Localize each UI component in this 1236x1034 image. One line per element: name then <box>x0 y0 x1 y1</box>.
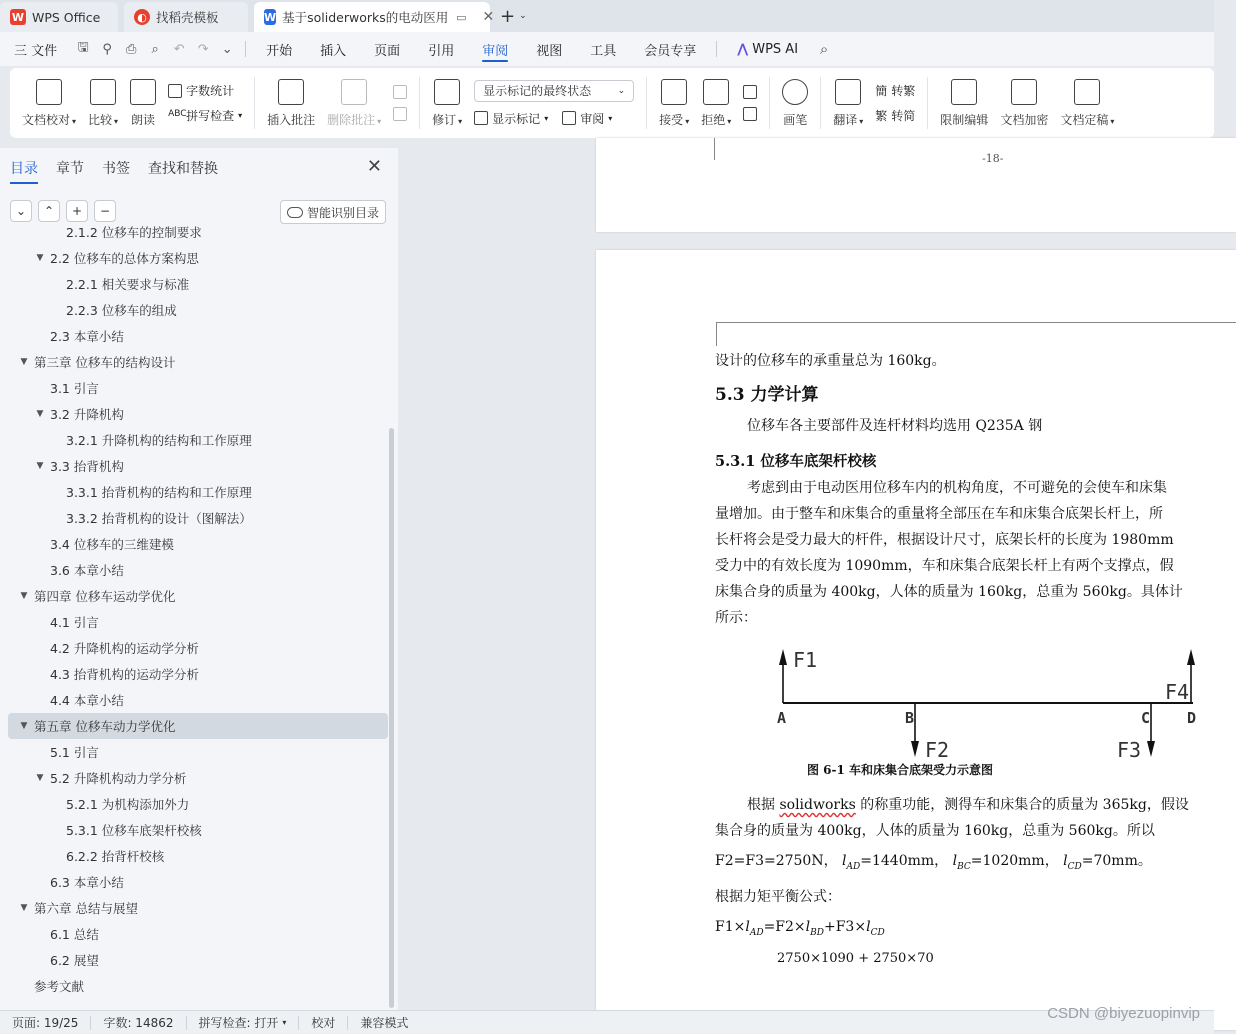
label-a: A <box>777 709 787 727</box>
toc-item-label: 2.3 本章小结 <box>50 329 124 344</box>
track-changes-button[interactable]: 修订 ▾ <box>426 73 468 133</box>
paragraph: 位移车各主要部件及连杆材料均选用 Q235A 钢 <box>747 418 1043 434</box>
collapse-arrow-icon[interactable]: ▼ <box>20 357 28 367</box>
formula-line: $F1\times l_{AD}=F2\times l_{BD}+F3\times l_{CD}$ <box>715 918 885 938</box>
toc-item[interactable] <box>8 323 388 349</box>
tab-docer-template[interactable] <box>124 2 248 32</box>
toc-item-label: 5.2.1 为机构添加外力 <box>66 797 190 812</box>
next-change-button[interactable] <box>743 107 757 121</box>
toc-item[interactable] <box>8 557 388 583</box>
arrowhead-f4 <box>1187 649 1195 665</box>
toc-scrollbar[interactable] <box>389 428 394 1008</box>
next-change-icon <box>743 107 757 121</box>
window-icon[interactable]: ▭ <box>456 10 467 24</box>
translate-button[interactable]: 翻译 ▾ <box>827 73 869 133</box>
paragraph-line: 量增加。由于整车和床集合的重量将全部压在车和床集合底架长杆上，所 <box>715 506 1163 522</box>
toc-item[interactable] <box>8 817 388 843</box>
wps-ai-button[interactable]: ⋀ WPS AI <box>737 41 799 57</box>
toc-item-label: 5.2 升降机构动力学分析 <box>50 771 187 786</box>
collapse-arrow-icon[interactable]: ▼ <box>36 773 44 783</box>
tab-toc[interactable]: 目录 <box>10 150 38 186</box>
heading-5-3-1: 5.3.1 位移车底架杆校核 <box>715 453 877 470</box>
toc-item-label: 6.2.2 抬背杆校核 <box>66 849 165 864</box>
prev-change-button[interactable] <box>743 85 757 99</box>
prev-comment-icon <box>393 85 407 99</box>
page-indicator[interactable]: 页面: 19/25 <box>0 1016 91 1030</box>
toc-item[interactable] <box>8 843 388 869</box>
toc-item[interactable] <box>8 531 388 557</box>
tab-wps-office[interactable] <box>0 2 118 32</box>
next-comment-icon <box>393 107 407 121</box>
watermark: CSDN @biyezuopinvip <box>1047 1005 1200 1022</box>
menu-page[interactable]: 页面 <box>374 43 401 59</box>
show-markup-icon <box>474 111 488 125</box>
label-f2: F2 <box>925 738 950 762</box>
review-pane-icon <box>562 111 576 125</box>
compat-mode-indicator: 兼容模式 <box>360 1016 409 1030</box>
tab-current-document[interactable] <box>254 2 495 32</box>
toc-item-label: 第四章 位移车运动学优化 <box>34 589 176 604</box>
menu-tools[interactable]: 工具 <box>590 43 617 59</box>
prev-comment-button[interactable] <box>393 85 407 99</box>
proofread-icon <box>36 79 62 105</box>
reject-button[interactable]: 拒绝 ▾ <box>695 73 737 133</box>
toc-item-label: 6.2 展望 <box>50 953 99 968</box>
toc-item[interactable] <box>8 635 388 661</box>
tab-label: 基于soliderworks的电动医用 <box>282 10 449 25</box>
misspelled-word[interactable]: solidworks <box>779 797 856 813</box>
finalize-icon <box>1074 79 1100 105</box>
arrowhead-f1 <box>779 649 787 665</box>
insert-comment-button[interactable]: 插入批注 <box>261 73 321 133</box>
protect-group <box>928 73 1126 133</box>
toc-item[interactable] <box>8 479 388 505</box>
close-icon[interactable]: ✕ <box>482 9 495 25</box>
chevron-down-icon[interactable]: ⌄ <box>519 11 527 21</box>
restrict-edit-button[interactable]: 限制编辑 <box>934 73 994 133</box>
document-area <box>400 148 1214 1010</box>
toc-item-label: 4.3 抬背机构的运动学分析 <box>50 667 199 682</box>
collapse-arrow-icon[interactable]: ▼ <box>20 721 28 731</box>
toc-item[interactable] <box>8 765 388 791</box>
toc-item-label: 2.2.1 相关要求与标准 <box>66 277 190 292</box>
proof-indicator[interactable]: 校对 <box>299 1016 348 1030</box>
paragraph: 设计的位移车的承重量总为 160kg。 <box>715 353 946 369</box>
more-chevron-icon[interactable]: ⌄ <box>221 41 233 57</box>
prev-change-icon <box>743 85 757 99</box>
menu-insert[interactable]: 插入 <box>320 43 347 59</box>
formula-fraction-partial: 2750×1090 + 2750×70 <box>777 950 934 966</box>
menu-member[interactable]: 会员专享 <box>644 43 697 59</box>
toc-item[interactable] <box>8 349 388 375</box>
toc-item-label: 3.2 升降机构 <box>50 407 124 422</box>
tab-label: 找稻壳模板 <box>156 10 219 25</box>
label-f3: F3 <box>1117 738 1142 762</box>
toc-item-label: 参考文献 <box>34 979 85 994</box>
toc-item-label: 3.6 本章小结 <box>50 563 124 578</box>
toc-item-label: 2.2.3 位移车的组成 <box>66 303 177 318</box>
toc-item-label: 第三章 位移车的结构设计 <box>34 355 176 370</box>
heading-5-3: 5.3 力学计算 <box>715 385 819 405</box>
toc-item-label: 4.2 升降机构的运动学分析 <box>50 641 199 656</box>
search-icon[interactable]: ⌕ <box>819 40 829 58</box>
toc-item[interactable] <box>8 973 388 999</box>
tab-find-replace[interactable]: 查找和替换 <box>148 161 218 177</box>
arrowhead-f3 <box>1147 741 1155 757</box>
toc-item[interactable] <box>8 505 388 531</box>
toc-item[interactable] <box>8 895 388 921</box>
next-comment-button[interactable] <box>393 107 407 121</box>
toc-item[interactable] <box>8 245 388 271</box>
toc-list <box>8 225 388 1010</box>
toc-item[interactable] <box>8 271 388 297</box>
count-spell-stack <box>162 82 248 124</box>
finalize-button[interactable]: 文档定稿 ▾ <box>1054 73 1120 133</box>
paragraph-line: 根据力矩平衡公式： <box>715 888 841 905</box>
tab-chapters[interactable]: 章节 <box>56 161 84 177</box>
print-preview-icon[interactable]: ⌕ <box>151 41 159 57</box>
compare-button[interactable]: 比较 ▾ <box>82 73 124 133</box>
divider <box>716 41 717 57</box>
paragraph-line: 床集合身的质量为 400kg，人体的质量为 160kg，总重为 560kg。具体计 <box>715 584 1183 600</box>
formula-line: F2=F3=2750N， $l_{AD}=1440mm$， $l_{BC}=1020mm$， $l_{CD}=70mm$。 <box>715 853 1152 872</box>
toc-item[interactable] <box>8 453 388 479</box>
toc-item[interactable] <box>8 583 388 609</box>
figure-caption: 图 6-1 车和床集合底架受力示意图 <box>806 763 994 777</box>
label-f4: F4 <box>1165 680 1190 704</box>
encrypt-button[interactable]: 文档加密 <box>994 73 1054 133</box>
toc-item-label: 3.3 抬背机构 <box>50 459 124 474</box>
spell-check-indicator[interactable]: 拼写检查: 打开 ▾ <box>187 1016 300 1030</box>
menu-review[interactable]: 审阅 <box>468 32 522 66</box>
menu-home[interactable]: 开始 <box>266 43 293 59</box>
page-number: -18- <box>982 152 1004 165</box>
collapse-arrow-icon[interactable]: ▼ <box>20 591 28 601</box>
paragraph-line: 集合身的质量为 400kg，人体的质量为 160kg，总重为 560kg。所以 <box>715 823 1155 839</box>
language-group <box>821 73 927 133</box>
new-tab-button[interactable]: + ⌄ <box>500 5 527 27</box>
toc-item[interactable] <box>8 661 388 687</box>
page-content[interactable] <box>715 348 1235 968</box>
toc-item[interactable] <box>8 947 388 973</box>
toc-item-label: 2.2 位移车的总体方案构思 <box>50 251 199 266</box>
collapse-arrow-icon[interactable]: ▼ <box>36 253 44 263</box>
encrypt-icon <box>1011 79 1037 105</box>
label-d: D <box>1187 709 1197 727</box>
writer-doc-icon: W <box>264 10 277 24</box>
read-aloud-icon <box>130 79 156 105</box>
close-icon[interactable]: ✕ <box>366 156 382 177</box>
toc-item-label: 6.3 本章小结 <box>50 875 124 890</box>
collapse-arrow-icon[interactable]: ▼ <box>20 903 28 913</box>
add-icon[interactable]: + <box>66 200 88 222</box>
label-b: B <box>905 709 915 727</box>
traditional-icon: 簡 <box>875 84 888 98</box>
print-icon[interactable]: ⎙ <box>125 41 137 57</box>
tab-label: WPS Office <box>32 9 101 25</box>
label-c: C <box>1141 709 1151 727</box>
paragraph-line: 考虑到由于电动医用位移车内的机构角度，不可避免的会使车和床集 <box>747 480 1167 496</box>
toc-item[interactable] <box>8 375 388 401</box>
convert-stack <box>869 82 921 124</box>
toc-item-label: 3.1 引言 <box>50 381 99 396</box>
divider <box>245 41 246 57</box>
toc-item[interactable] <box>8 791 388 817</box>
collapse-arrow-icon[interactable]: ▼ <box>36 409 44 419</box>
redo-icon[interactable]: ↷ <box>197 41 209 57</box>
toc-item-label: 第六章 总结与展望 <box>34 901 138 916</box>
accept-button[interactable]: 接受 ▾ <box>653 73 695 133</box>
collapse-icon[interactable]: ⌃ <box>38 200 60 222</box>
expand-icon[interactable]: ⌄ <box>10 200 32 222</box>
paragraph-line: 受力中的有效长度为 1090mm，车和床集合底架长杆上有两个支撑点，假 <box>715 558 1174 574</box>
to-simplified-button[interactable]: 繁 转简 <box>875 109 916 123</box>
title-bar <box>0 0 1214 32</box>
toc-item-label: 3.4 位移车的三维建模 <box>50 537 174 552</box>
word-count-icon <box>168 84 182 98</box>
word-count-indicator[interactable]: 字数: 14862 <box>91 1016 186 1030</box>
smart-toc-button[interactable]: 智能识别目录 <box>280 200 386 224</box>
comment-nav-stack <box>387 85 413 121</box>
restrict-edit-icon <box>951 79 977 105</box>
markup-row <box>474 110 634 127</box>
toc-item-label: 4.4 本章小结 <box>50 693 124 708</box>
tab-bookmarks[interactable]: 书签 <box>102 161 130 177</box>
menu-view[interactable]: 视图 <box>536 43 563 59</box>
toc-item[interactable] <box>8 297 388 323</box>
pen-group <box>770 73 820 133</box>
status-bar <box>0 1010 1214 1034</box>
paragraph-line: 根据 solidworks 的称重功能，测得车和床集合的质量为 365kg，假设 <box>747 797 1189 813</box>
margin-mark <box>716 322 717 346</box>
toc-item-label: 3.3.1 抬背机构的结构和工作原理 <box>66 485 252 500</box>
accept-icon <box>661 79 687 105</box>
navigation-pane <box>0 148 398 1010</box>
delete-comment-icon <box>341 79 367 105</box>
change-nav-stack <box>737 85 763 121</box>
toc-item[interactable] <box>8 869 388 895</box>
toc-item-label: 3.2.1 升降机构的结构和工作原理 <box>66 433 252 448</box>
toc-item-label: 5.1 引言 <box>50 745 99 760</box>
markup-state-select[interactable]: 显示标记的最终状态 ⌄ <box>474 80 634 102</box>
tracking-group <box>420 73 646 133</box>
accept-reject-group <box>647 73 769 133</box>
margin-mark <box>716 322 1236 323</box>
review-pane-button[interactable]: 审阅 ▾ <box>562 110 612 127</box>
read-aloud-button[interactable]: 朗读 <box>124 73 162 133</box>
toc-item-label: 4.1 引言 <box>50 615 99 630</box>
toc-item[interactable] <box>8 401 388 427</box>
arrowhead-f2 <box>911 741 919 757</box>
menu-reference[interactable]: 引用 <box>428 43 455 59</box>
markup-stack <box>468 80 640 127</box>
force-diagram-svg <box>715 631 1235 762</box>
label-f1: F1 <box>793 648 818 672</box>
toc-item[interactable] <box>8 713 388 739</box>
toc-item-label: 6.1 总结 <box>50 927 99 942</box>
toc-item[interactable] <box>8 609 388 635</box>
spell-check-icon: ABC <box>168 108 187 119</box>
toc-item[interactable] <box>8 739 388 765</box>
docer-logo-icon: ◐ <box>134 9 150 25</box>
save-icon[interactable]: 🖫 <box>77 40 89 55</box>
paragraph-line: 所示： <box>715 610 757 626</box>
margin-mark <box>714 138 715 160</box>
toc-item[interactable] <box>8 687 388 713</box>
paragraph-line: 长杆将会是受力最大的杆件，根据设计尺寸，底架长杆的长度为 1980mm <box>715 532 1174 548</box>
pen-icon <box>782 79 808 105</box>
force-diagram <box>715 631 1235 762</box>
collapse-arrow-icon[interactable]: ▼ <box>36 461 44 471</box>
pin-icon[interactable]: ⚲ <box>102 41 112 57</box>
nav-tabs <box>0 148 398 188</box>
previous-page <box>596 138 1236 232</box>
toc-item-label: 2.1.2 位移车的控制要求 <box>66 225 202 240</box>
show-markup-button[interactable]: 显示标记 ▾ <box>474 110 548 127</box>
delete-comment-button[interactable]: 删除批注 ▾ <box>321 73 387 133</box>
reject-icon <box>703 79 729 105</box>
simplified-icon: 繁 <box>875 109 888 123</box>
remove-icon[interactable]: − <box>94 200 116 222</box>
current-page <box>596 250 1236 1030</box>
pen-button[interactable]: 画笔 <box>776 73 814 133</box>
toc-item-label: 第五章 位移车动力学优化 <box>34 719 176 734</box>
chevron-down-icon: ⌄ <box>617 85 626 96</box>
menu-bar <box>0 32 1214 66</box>
spell-check-button[interactable]: ABC 拼写检查 ▾ <box>168 108 243 123</box>
wps-logo-icon: W <box>11 10 25 24</box>
proofread-button[interactable]: 文档校对 ▾ <box>16 73 82 133</box>
word-count-button[interactable]: 字数统计 <box>168 82 242 99</box>
translate-icon <box>835 79 861 105</box>
undo-icon[interactable]: ↶ <box>173 41 185 57</box>
track-changes-icon <box>434 79 460 105</box>
toc-item-label: 5.3.1 位移车底架杆校核 <box>66 823 202 838</box>
proofing-group <box>10 73 254 133</box>
menu-file[interactable]: 三 文件 <box>14 43 58 59</box>
comments-group <box>255 73 419 133</box>
toc-item[interactable] <box>8 921 388 947</box>
compare-icon <box>90 79 116 105</box>
toc-item[interactable] <box>8 219 388 245</box>
to-traditional-button[interactable]: 簡 转繁 <box>875 84 916 98</box>
toc-item-label: 3.3.2 抬背机构的设计（图解法） <box>66 511 252 526</box>
insert-comment-icon <box>278 79 304 105</box>
toc-item[interactable] <box>8 427 388 453</box>
wps-ai-icon: ⋀ <box>737 41 749 57</box>
review-ribbon <box>10 68 1214 138</box>
smart-toc-icon <box>287 207 303 218</box>
